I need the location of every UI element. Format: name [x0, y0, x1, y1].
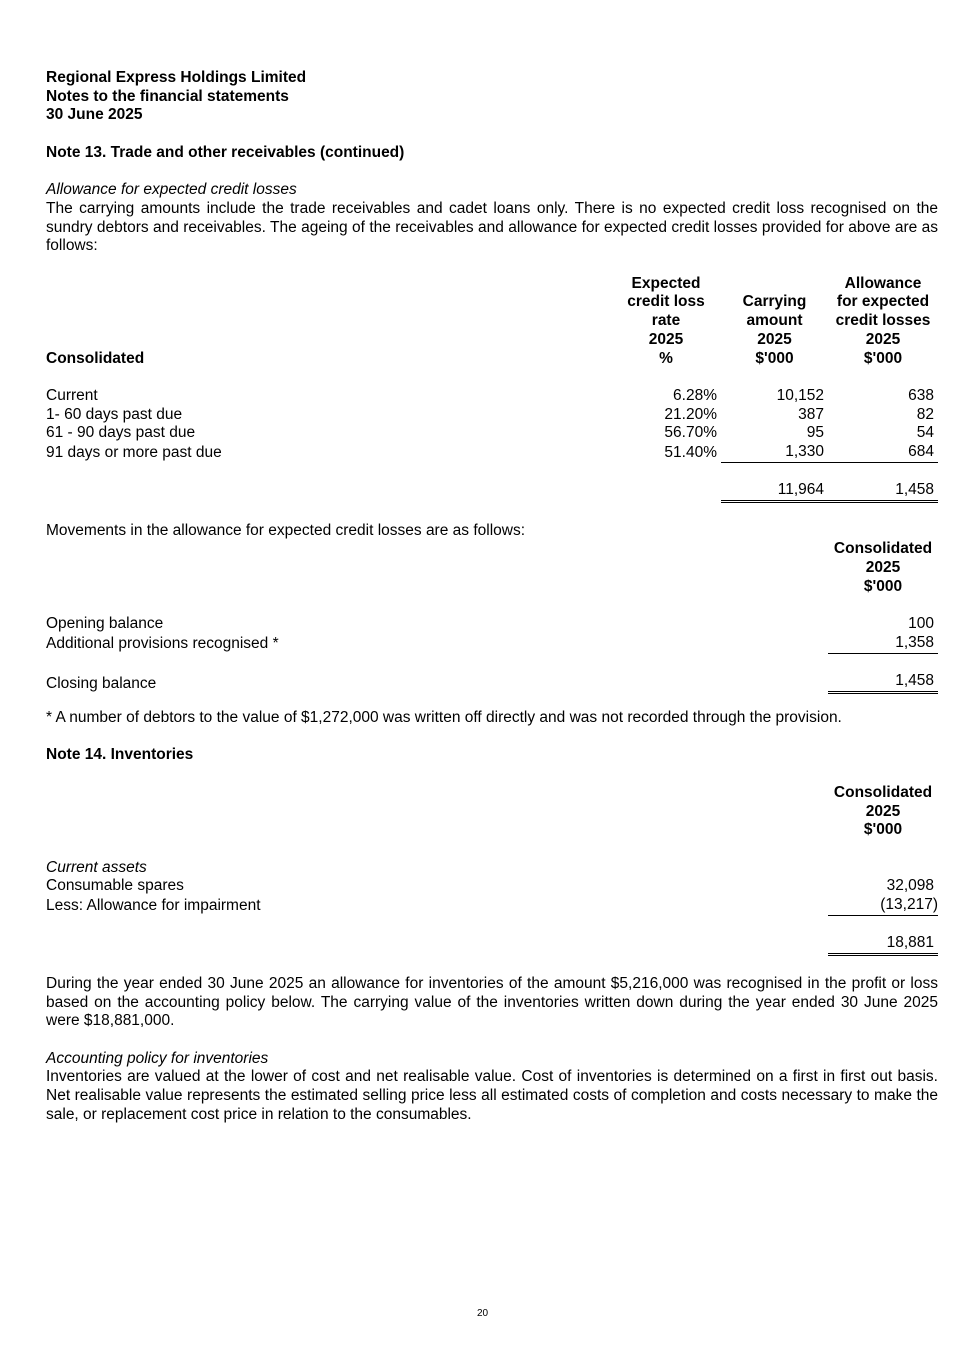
table-row: Closing balance 1,458: [46, 672, 938, 694]
inventories-total-row: 18,881: [46, 934, 938, 956]
ageing-table: [46, 275, 938, 503]
ageing-total-row: [46, 481, 938, 503]
note13-intro: The carrying amounts include the trade receivables and cadet loans only. There is no expected credit loss recognised on the sundry debtors and receivables. The ageing of the receivables and allowance for expected credit losses provided for above are as follows:: [46, 199, 938, 255]
table-row: Consumable spares 32,098: [46, 877, 934, 895]
inventories-table: [46, 784, 938, 956]
movements-col-header: Consolidated 2025 $'000: [833, 540, 933, 595]
ageing-col-allowance-header: Allowance for expected credit losses 2025 $'000: [835, 274, 931, 367]
inventories-section-label: Current assets: [46, 858, 147, 876]
ageing-col-carrying-header: Carrying amount 2025 $'000: [742, 293, 807, 367]
ageing-label-header: Consolidated: [46, 349, 145, 367]
table-row: 61 - 90 days past due 56.70% 95 54: [46, 424, 934, 442]
document-header: [46, 69, 938, 125]
ageing-col-rate-header: Expected credit loss rate 2025 %: [627, 274, 705, 367]
policy-heading: Accounting policy for inventories: [46, 1049, 269, 1067]
page-number: 20: [476, 1308, 489, 1319]
movements-table: [46, 522, 938, 694]
company-name: Regional Express Holdings Limited: [46, 69, 307, 86]
table-row: Less: Allowance for impairment (13,217): [46, 896, 938, 915]
policy-text: Inventories are valued at the lower of cost and net realisable value. Cost of inventories is determined on a first in first out basis. Net realisable value represents the estimated selling price less all estimated costs of completion and costs necessary to make the sale, or replacement cost price in relation to the consumables.: [46, 1068, 938, 1123]
note13-title: Note 13. Trade and other receivables (continued): [46, 143, 405, 161]
table-row: Current 6.28% 10,152 638: [46, 386, 934, 404]
table-row: Opening balance 100: [46, 615, 934, 633]
document-date: 30 June 2025: [46, 106, 143, 124]
page-content: [46, 69, 938, 1124]
ageing-total-carrying: 11,964: [721, 481, 828, 503]
inventories-col-header: Consolidated 2025 $'000: [833, 783, 933, 839]
movements-intro: Movements in the allowance for expected credit losses are as follows:: [46, 521, 526, 539]
table-row: Additional provisions recognised * 1,358: [46, 634, 938, 654]
note13-section-heading: Allowance for expected credit losses: [46, 181, 297, 199]
inventories-paragraph: During the year ended 30 June 2025 an allowance for inventories of the amount $5,216,000 was recognised in the profit or loss based on the accounting policy below. The carrying value of the inventories written down during the year ended 30 June 2025 were $18,881,000.: [46, 974, 938, 1030]
footnote: * A number of debtors to the value of $1,272,000 was written off directly and was not recorded through the provision.: [46, 709, 842, 727]
table-row: 91 days or more past due 51.40% 1,330 684: [46, 443, 938, 463]
document-subtitle: Notes to the financial statements: [46, 87, 289, 105]
table-row: 1- 60 days past due 21.20% 387 82: [46, 405, 934, 423]
note14-title: Note 14. Inventories: [46, 746, 194, 764]
ageing-total-allowance: 1,458: [828, 481, 938, 503]
